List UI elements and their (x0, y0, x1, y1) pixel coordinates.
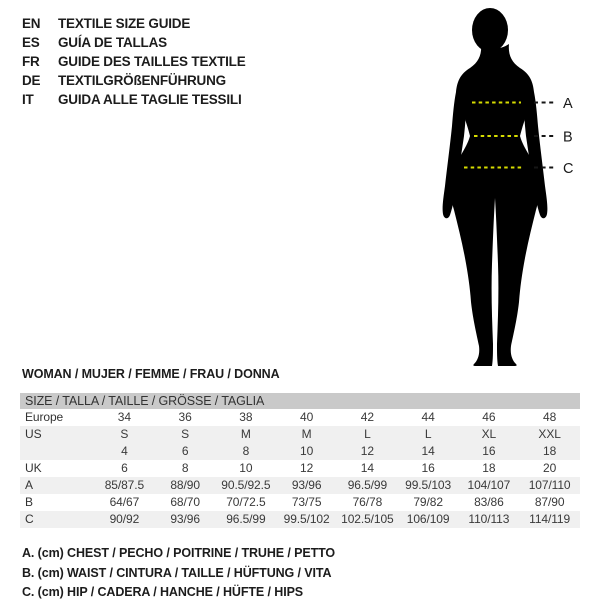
table-header: SIZE / TALLA / TAILLE / GRÖSSE / TAGLIA (20, 393, 580, 409)
size-cell: 48 (543, 410, 557, 424)
row-label: A (25, 478, 33, 492)
size-cell: 90/92 (109, 512, 140, 526)
size-cell: M (240, 427, 251, 441)
size-table (20, 393, 580, 528)
table-row (20, 477, 580, 494)
size-cell: 99.5/103 (405, 478, 452, 492)
size-cell: 107/110 (528, 478, 571, 492)
language-row (22, 52, 246, 71)
size-cell: S (181, 427, 190, 441)
language-code: DE (22, 73, 41, 88)
size-cell: 18 (543, 444, 557, 458)
row-label: B (25, 495, 33, 509)
chest-label: A (563, 96, 573, 112)
silhouette-body-icon (450, 44, 539, 366)
size-cell: 104/107 (467, 478, 511, 492)
language-title: TEXTILGRÖßENFÜHRUNG (58, 73, 226, 88)
table-row (20, 511, 580, 528)
size-cell: L (424, 427, 432, 441)
size-cell: 99.5/102 (283, 512, 330, 526)
size-cell: 38 (239, 410, 253, 424)
size-cell: L (364, 427, 371, 441)
size-cell: 73/75 (291, 495, 322, 509)
table-row (20, 443, 580, 460)
size-cell: XXL (538, 427, 561, 441)
row-label: C (25, 512, 34, 526)
section-title: WOMAN / MUJER / FEMME / FRAU / DONNA (22, 367, 280, 381)
language-code: ES (22, 35, 40, 50)
size-cell: 85/87.5 (104, 478, 145, 492)
silhouette-head-icon (472, 8, 508, 52)
language-title: GUÍA DE TALLAS (58, 35, 167, 50)
size-cell: 6 (121, 461, 128, 475)
legend-chest: A. (cm) CHEST / PECHO / POITRINE / TRUHE / PETTO (22, 546, 336, 560)
row-label: US (25, 427, 42, 441)
size-cell: 96.5/99 (226, 512, 266, 526)
language-row (22, 14, 246, 33)
size-cell: 8 (181, 461, 189, 475)
language-list (22, 14, 246, 109)
size-cell: 96.5/99 (347, 478, 388, 492)
size-cell: 114/119 (529, 512, 571, 526)
language-code: IT (22, 92, 34, 107)
language-row (22, 90, 246, 109)
hip-label: C (563, 161, 574, 177)
size-cell: 68/70 (170, 495, 200, 509)
size-cell: 46 (482, 410, 496, 424)
size-cell: 42 (360, 410, 374, 424)
size-cell: 93/96 (170, 512, 200, 526)
row-label: Europe (25, 410, 64, 424)
size-cell: 20 (543, 461, 557, 475)
table-row (20, 409, 580, 426)
size-cell: 16 (482, 444, 496, 458)
size-cell: 36 (178, 410, 192, 424)
language-title: GUIDE DES TAILLES TEXTILE (58, 54, 246, 69)
size-cell: 64/67 (109, 495, 140, 509)
measurement-legend (22, 544, 335, 600)
size-cell: 6 (181, 444, 189, 458)
table-header-row (20, 393, 580, 409)
size-cell: 106/109 (406, 512, 450, 526)
table-row (20, 460, 580, 477)
size-cell: 93/96 (291, 478, 322, 492)
size-cell: 79/82 (413, 495, 443, 509)
size-cell: S (120, 427, 129, 441)
language-row (22, 71, 246, 90)
language-title: TEXTILE SIZE GUIDE (58, 16, 191, 31)
size-cell: 18 (482, 461, 496, 475)
woman-silhouette-figure (400, 0, 600, 380)
waist-label: B (563, 129, 573, 146)
row-label (20, 443, 94, 460)
legend-waist: B. (cm) WAIST / CINTURA / TAILLE / HÜFTUNG / VITA (22, 565, 332, 580)
size-cell: XL (481, 427, 497, 441)
legend-hip: C. (cm) HIP / CADERA / HANCHE / HÜFTE / HIPS (22, 585, 304, 599)
size-cell: 44 (421, 410, 435, 424)
language-code: EN (22, 16, 41, 31)
size-cell: 8 (242, 444, 250, 458)
size-cell: 14 (421, 444, 435, 458)
size-cell: 10 (239, 461, 253, 475)
table-row (20, 494, 580, 511)
row-label: UK (25, 461, 42, 475)
size-cell: 90.5/92.5 (221, 478, 271, 492)
size-cell: 14 (360, 461, 374, 475)
size-cell: 76/78 (352, 495, 383, 509)
table-row (20, 426, 580, 443)
size-cell: 88/90 (170, 478, 200, 492)
size-cell: 10 (300, 444, 314, 458)
size-cell: 102.5/105 (341, 512, 394, 526)
language-row (22, 33, 246, 52)
size-cell: 40 (300, 410, 314, 424)
size-cell: 70/72.5 (226, 495, 266, 509)
size-cell: 4 (121, 444, 128, 458)
size-cell: 87/90 (534, 495, 565, 509)
size-cell: M (301, 427, 312, 441)
size-cell: 110/113 (468, 512, 510, 526)
language-code: FR (22, 54, 40, 69)
size-cell: 16 (421, 461, 435, 475)
size-cell: 83/86 (474, 495, 504, 509)
language-title: GUIDA ALLE TAGLIE TESSILI (58, 92, 242, 107)
size-cell: 34 (117, 410, 131, 424)
size-cell: 12 (360, 444, 374, 458)
size-cell: 12 (300, 461, 314, 475)
